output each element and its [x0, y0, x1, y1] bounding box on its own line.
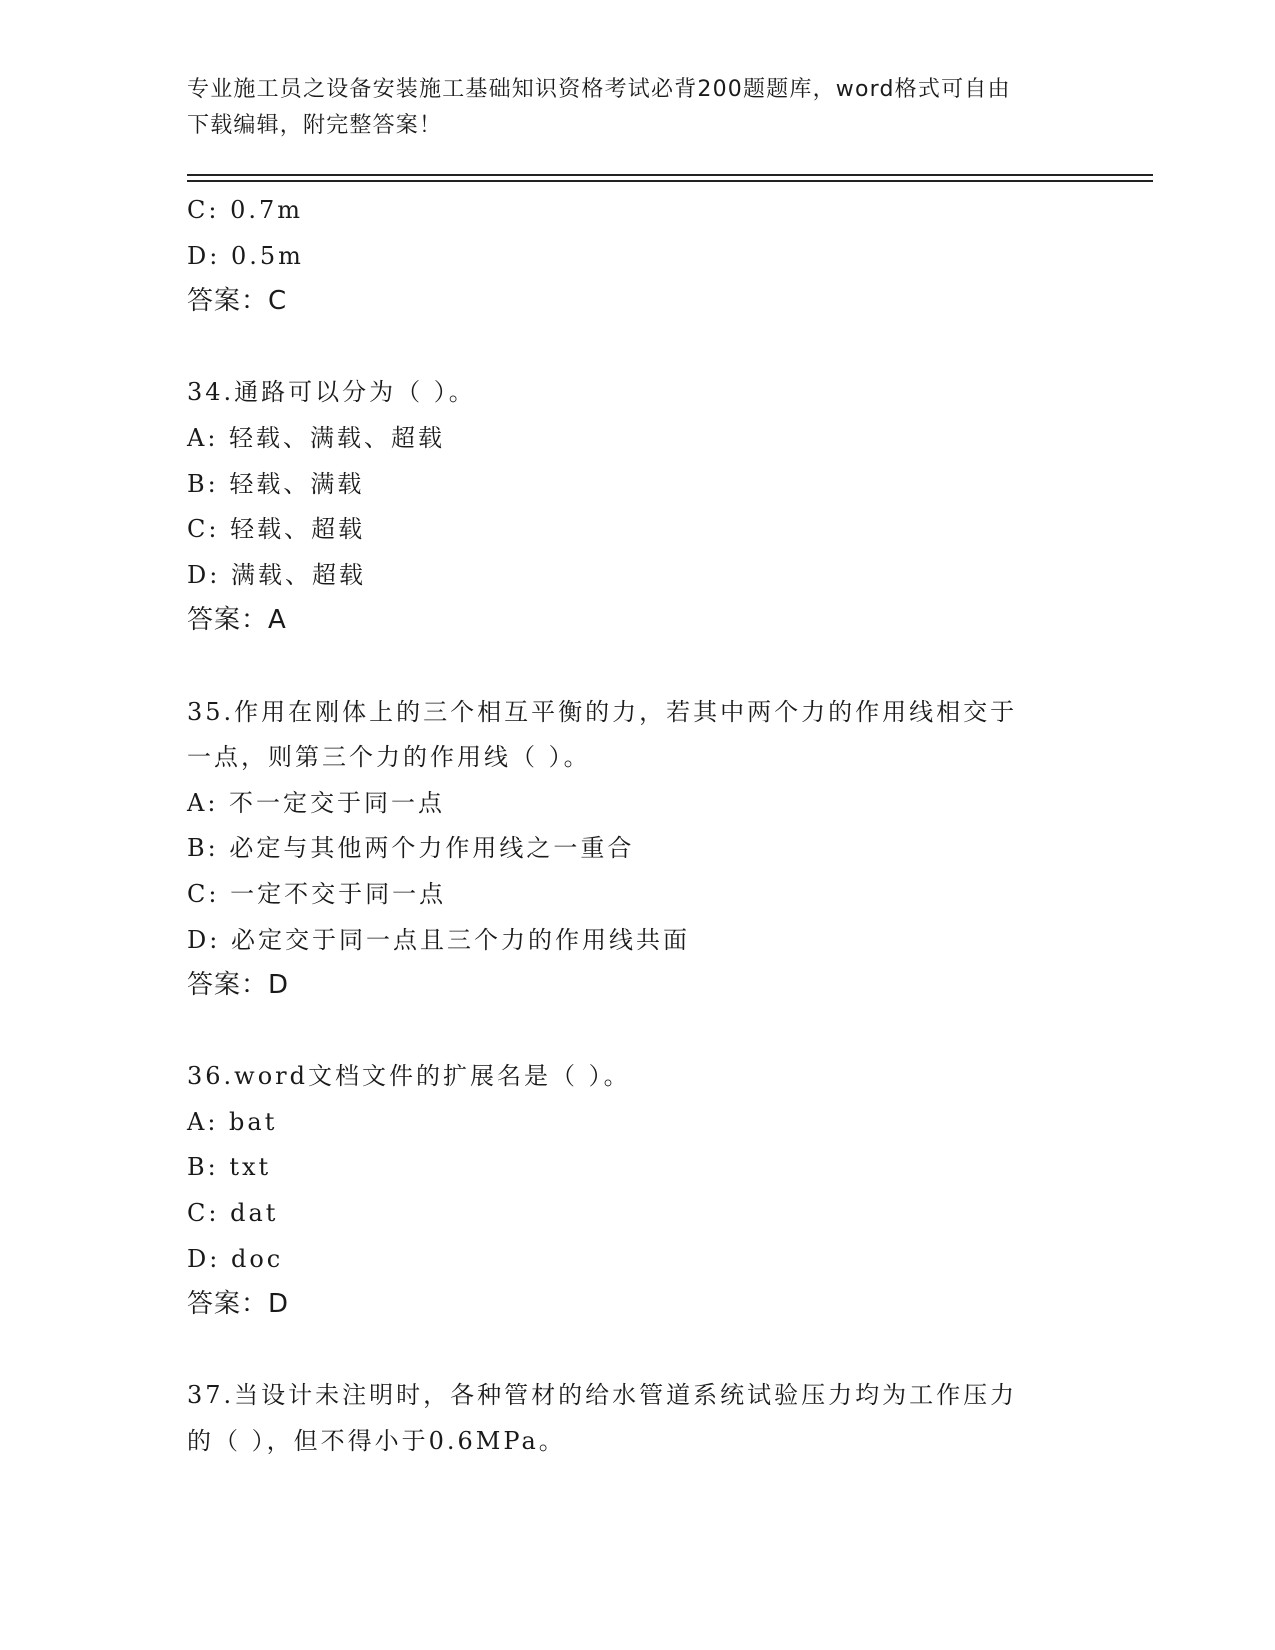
option-b: B: 必定与其他两个力作用线之一重合 [187, 834, 635, 863]
question-spacer [187, 644, 1087, 690]
question-stem: 37.当设计未注明时，各种管材的给水管道系统试验压力均为工作压力 [187, 1381, 1018, 1410]
option-a: A: 不一定交于同一点 [187, 788, 446, 817]
option-c: C: 0.7m [187, 196, 304, 224]
question-stem: 36.word文档文件的扩展名是（ ）。 [187, 1062, 631, 1091]
question-stem-continued: 的（ ），但不得小于0.6MPa。 [187, 1427, 566, 1456]
question-block [187, 188, 1087, 325]
header-divider-top [187, 174, 1153, 176]
question-block [187, 370, 1087, 644]
header-divider-bottom [187, 180, 1153, 182]
answer-line: 答案：D [187, 970, 290, 1001]
question-block [187, 1054, 1087, 1328]
option-c: C: dat [187, 1199, 279, 1228]
answer-line: 答案：C [187, 286, 288, 317]
question-block [187, 1373, 1087, 1464]
question-block [187, 690, 1087, 1009]
question-stem-continued: 一点，则第三个力的作用线（ ）。 [187, 743, 591, 772]
option-c: C: 一定不交于同一点 [187, 879, 447, 908]
option-a: A: 轻载、满载、超载 [187, 423, 446, 452]
header-title-line-2: 下载编辑，附完整答案！ [187, 113, 443, 138]
question-spacer [187, 1009, 1087, 1055]
option-b: B: 轻载、满载 [187, 469, 365, 498]
option-d: D: 满载、超载 [187, 560, 366, 589]
option-d: D: 必定交于同一点且三个力的作用线共面 [187, 925, 690, 954]
answer-line: 答案：D [187, 1289, 290, 1320]
option-c: C: 轻载、超载 [187, 515, 366, 544]
question-list [187, 188, 1087, 1465]
question-spacer [187, 1328, 1087, 1374]
answer-line: 答案：A [187, 605, 287, 636]
option-d: D: 0.5m [187, 241, 304, 270]
option-a: A: bat [187, 1107, 278, 1136]
question-spacer [187, 325, 1087, 371]
option-d: D: doc [187, 1244, 284, 1273]
question-stem: 34.通路可以分为（ ）。 [187, 378, 476, 407]
question-stem: 35.作用在刚体上的三个相互平衡的力，若其中两个力的作用线相交于 [187, 697, 1018, 726]
document-header [187, 72, 1067, 144]
option-b: B: txt [187, 1153, 272, 1182]
header-title-line-1: 专业施工员之设备安装施工基础知识资格考试必背200题题库，word格式可自由 [187, 77, 1011, 102]
